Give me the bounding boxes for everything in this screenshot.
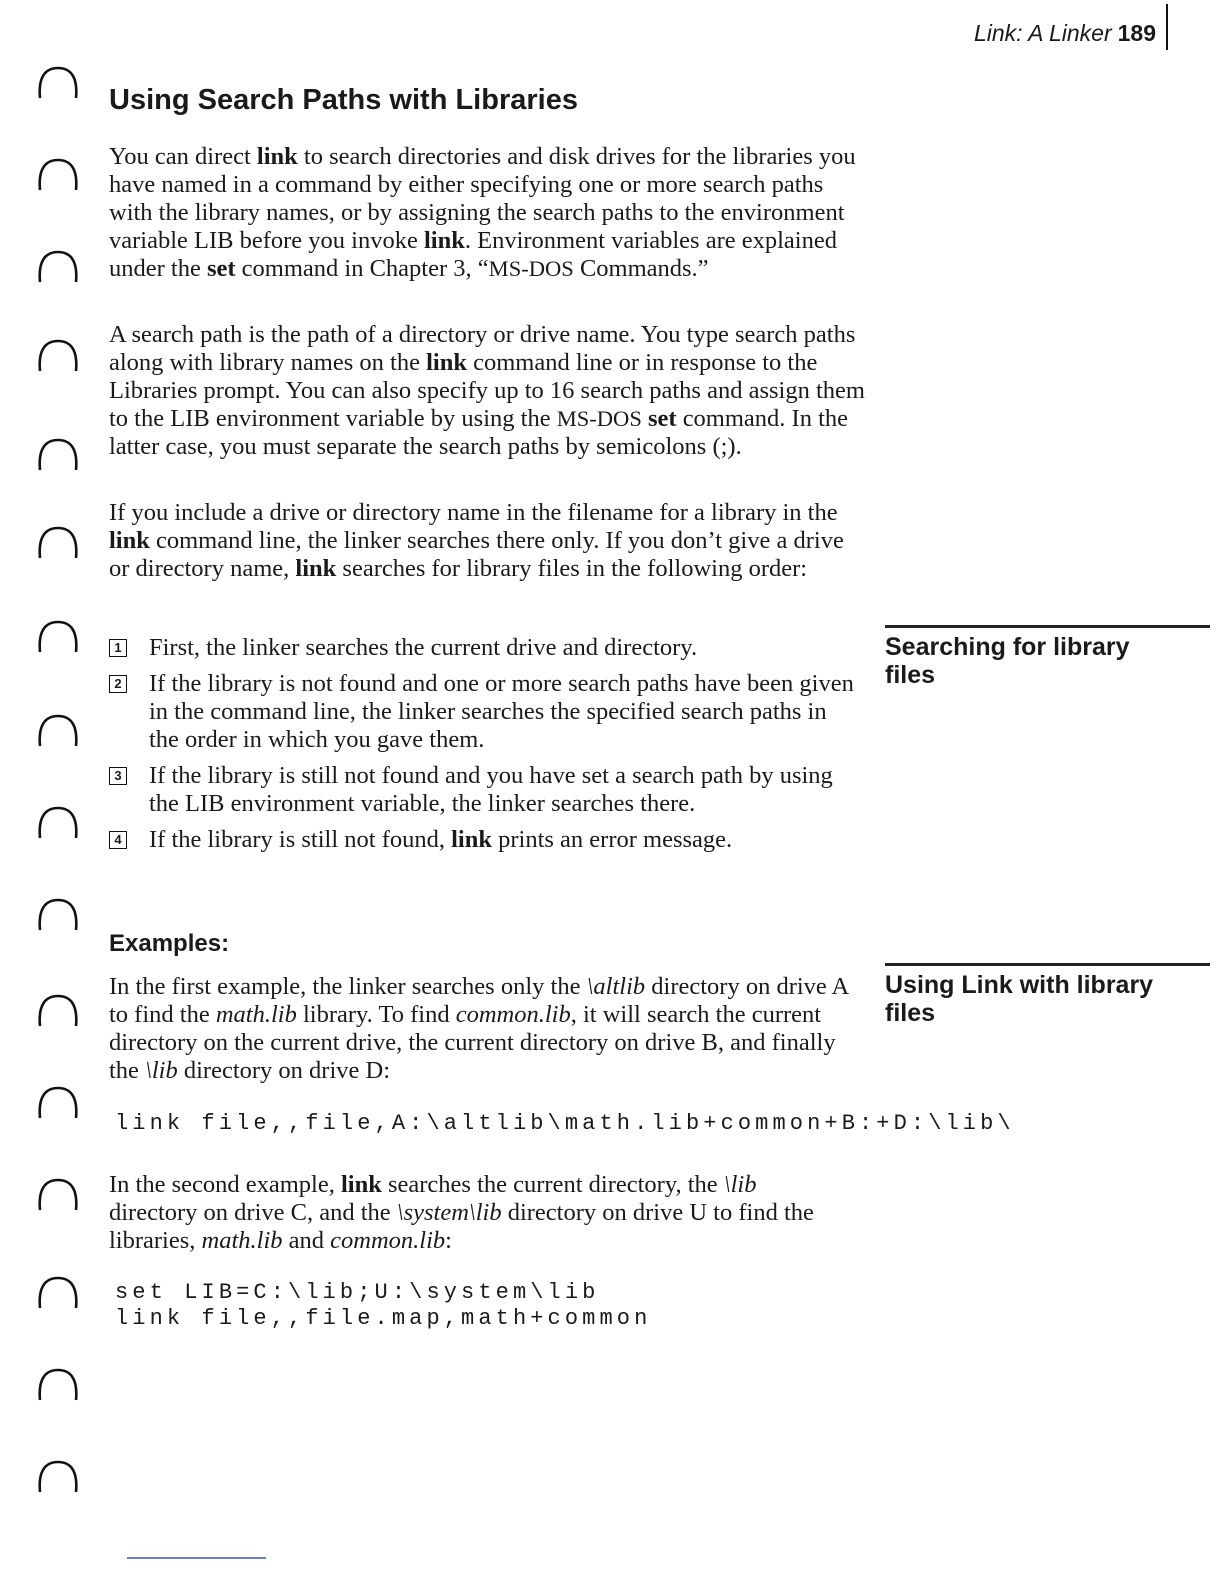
code-example-two-line-2: link file,,file.map,math+common — [115, 1306, 652, 1331]
binder-hole-icon — [36, 618, 80, 658]
step-number-box: 4 — [109, 831, 127, 849]
example-one-paragraph: In the first example, the linker searches only the \altlib directory on drive A to find the math.lib library. To find common.lib, it will search the current directory on the current drive, the current directory on drive B, and finally the \lib directory on drive D: — [109, 973, 848, 1084]
example-two-paragraph: In the second example, link searches the current directory, the \lib directory on drive C, and the \system\lib directory on drive U to find the libraries, math.lib and common.lib: — [109, 1171, 814, 1254]
binder-hole-icon — [36, 524, 80, 564]
binder-hole-icon — [36, 156, 80, 196]
binder-hole-icon — [36, 896, 80, 936]
binder-hole-icon — [36, 64, 80, 104]
examples-heading: Examples: — [109, 930, 230, 957]
binder-hole-icon — [36, 248, 80, 288]
list-item: 2 If the library is not found and one or more search paths have been given in the command line, the linker searches the specified search paths in the order in which you gave them. — [109, 670, 854, 754]
intro-paragraph: You can direct link to search directories and disk drives for the libraries you have named in a command by either specifying one or more search paths with the library names, or by assigning the search paths to the environment variable LIB before you invoke link. Environment variables are explained under the set command in Chapter 3, “MS-DOS Commands.” — [109, 143, 856, 282]
binder-hole-icon — [36, 1458, 80, 1498]
margin-note-searching: Searching for library files — [885, 633, 1130, 689]
code-example-two-line-1: set LIB=C:\lib;U:\system\lib — [115, 1280, 600, 1305]
list-item: 3 If the library is still not found and you have set a search path by using the LIB environment variable, the linker searches there. — [109, 762, 854, 818]
margin-note-using-link: Using Link with library files — [885, 971, 1154, 1027]
step-number-box: 1 — [109, 639, 127, 657]
search-path-paragraph: A search path is the path of a directory or drive name. You type search paths along with library names on the link command line or in response to the Libraries prompt. You can also specify up to 16 search paths and assign them to the LIB environment variable by using the MS-DOS set command. In the latter case, you must separate the search paths by semicolons (;). — [109, 321, 865, 460]
binder-hole-icon — [36, 992, 80, 1032]
step-number-box: 2 — [109, 675, 127, 693]
margin-rule — [885, 963, 1210, 966]
list-item: 1 First, the linker searches the current drive and directory. — [109, 634, 854, 662]
section-title: Using Search Paths with Libraries — [109, 84, 578, 116]
search-order-paragraph: If you include a drive or directory name in the filename for a library in the link command line, the linker searches there only. If you don’t give a drive or directory name, link searches for library files in the following order: — [109, 499, 844, 582]
search-order-list — [109, 634, 854, 854]
running-header — [974, 20, 1156, 47]
binder-hole-icon — [36, 1274, 80, 1314]
binder-hole-icon — [36, 1176, 80, 1216]
header-rule — [1166, 4, 1168, 50]
binder-hole-icon — [36, 804, 80, 844]
page-number: 189 — [1117, 20, 1156, 46]
code-example-one: link file,,file,A:\altlib\math.lib+common+B:+D:\lib\ — [115, 1111, 1015, 1136]
binder-hole-icon — [36, 1084, 80, 1124]
binder-hole-icon — [36, 712, 80, 752]
step-number-box: 3 — [109, 767, 127, 785]
running-header-title: Link: A Linker — [973, 20, 1112, 46]
footer-underline — [127, 1557, 266, 1559]
list-item: 4 If the library is still not found, link prints an error message. — [109, 826, 854, 854]
binder-hole-icon — [36, 337, 80, 377]
binder-hole-icon — [36, 436, 80, 476]
margin-rule — [885, 625, 1210, 628]
binder-hole-icon — [36, 1366, 80, 1406]
